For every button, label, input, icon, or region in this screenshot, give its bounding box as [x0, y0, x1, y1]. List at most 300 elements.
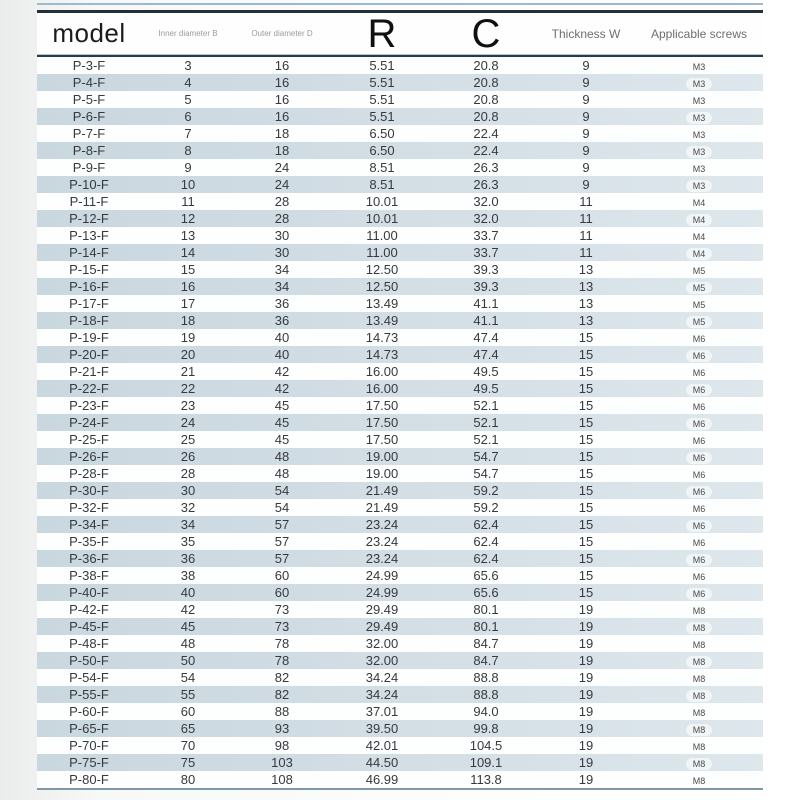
screws-cell: [635, 755, 763, 770]
r-cell: 23.24: [365, 534, 399, 549]
screws-cell: [635, 551, 763, 566]
inner-diameter-cell: 34: [180, 517, 196, 532]
screw-size-label: M5: [692, 266, 706, 276]
inner-diameter-cell: 28: [180, 466, 196, 481]
c-cell: 49.5: [473, 364, 499, 379]
screw-size-label: M8: [692, 708, 706, 718]
screw-size-label: M6: [692, 368, 706, 378]
table-row: [37, 193, 763, 210]
table-row: [37, 278, 763, 295]
outer-diameter-cell: 57: [274, 534, 290, 549]
screws-cell: [635, 670, 763, 685]
c-cell: 26.3: [473, 177, 499, 192]
c-cell: 65.6: [473, 585, 499, 600]
r-cell: 32.00: [365, 653, 399, 668]
screws-cell: [635, 585, 763, 600]
table-body: [37, 57, 763, 788]
outer-diameter-cell: 45: [274, 432, 290, 447]
r-cell: 29.49: [365, 602, 399, 617]
r-cell: 12.50: [365, 262, 399, 277]
c-cell: 54.7: [473, 449, 499, 464]
table-row: [37, 295, 763, 312]
r-cell: 46.99: [365, 772, 399, 787]
outer-diameter-cell: 45: [274, 415, 290, 430]
inner-diameter-cell: 15: [180, 262, 196, 277]
c-cell: 65.6: [473, 568, 499, 583]
thickness-cell: 11: [579, 228, 593, 243]
thickness-cell: 15: [578, 347, 594, 362]
screw-size-label: M3: [692, 62, 706, 72]
table-row: [37, 142, 763, 159]
c-cell: 59.2: [473, 500, 499, 515]
inner-diameter-cell: 14: [180, 245, 196, 260]
thickness-cell: 13: [578, 279, 594, 294]
r-cell: 42.01: [365, 738, 399, 753]
screw-size-label: M5: [686, 316, 713, 328]
outer-diameter-cell: 78: [274, 653, 290, 668]
c-cell: 39.3: [473, 262, 499, 277]
r-cell: 23.24: [365, 517, 399, 532]
outer-diameter-cell: 36: [274, 313, 290, 328]
inner-diameter-cell: 75: [180, 755, 196, 770]
outer-diameter-cell: 73: [274, 602, 290, 617]
inner-diameter-cell: 17: [180, 296, 196, 311]
inner-diameter-cell: 9: [184, 160, 192, 175]
outer-diameter-cell: 28: [274, 211, 290, 226]
c-cell: 20.8: [473, 75, 499, 90]
table-row: [37, 584, 763, 601]
inner-diameter-cell: 13: [180, 228, 196, 243]
screws-cell: [635, 296, 763, 311]
r-cell: 5.51: [369, 58, 395, 73]
r-cell: 29.49: [365, 619, 399, 634]
inner-diameter-cell: 7: [184, 126, 192, 141]
screw-size-label: M3: [686, 112, 713, 124]
table-row: [37, 210, 763, 227]
table-row: [37, 227, 763, 244]
inner-diameter-cell: 21: [180, 364, 196, 379]
r-cell: 32.00: [365, 636, 399, 651]
model-cell: P-14-F: [69, 245, 109, 260]
table-row: [37, 499, 763, 516]
c-cell: 26.3: [473, 160, 499, 175]
screws-cell: [635, 704, 763, 719]
outer-diameter-cell: 60: [274, 568, 290, 583]
table-row: [37, 567, 763, 584]
table-row: [37, 380, 763, 397]
outer-diameter-cell: 57: [274, 551, 290, 566]
inner-diameter-cell: 5: [184, 92, 192, 107]
c-cell: 94.0: [473, 704, 499, 719]
inner-diameter-cell: 4: [184, 75, 192, 90]
thickness-cell: 19: [578, 602, 594, 617]
screw-size-label: M6: [692, 504, 706, 514]
model-cell: P-6-F: [72, 109, 106, 124]
thickness-cell: 11: [579, 245, 593, 260]
screws-cell: [635, 483, 763, 498]
c-cell: 80.1: [473, 602, 499, 617]
model-cell: P-19-F: [69, 330, 109, 345]
model-cell: P-32-F: [69, 500, 109, 515]
screws-cell: [635, 160, 763, 175]
outer-diameter-cell: 108: [271, 772, 293, 787]
screw-size-label: M8: [692, 742, 706, 752]
thickness-cell: 15: [578, 432, 594, 447]
screw-size-label: M6: [692, 572, 706, 582]
thickness-cell: 13: [578, 262, 594, 277]
outer-diameter-cell: 103: [271, 755, 293, 770]
r-cell: 8.51: [369, 160, 395, 175]
thickness-cell: 15: [578, 568, 594, 583]
model-cell: P-75-F: [69, 755, 109, 770]
outer-diameter-cell: 34: [274, 279, 290, 294]
r-cell: 17.50: [365, 415, 399, 430]
screws-cell: [635, 126, 763, 141]
c-cell: 32.0: [473, 194, 499, 209]
screw-size-label: M6: [686, 418, 713, 430]
screw-size-label: M3: [692, 130, 706, 140]
r-cell: 5.51: [369, 92, 395, 107]
r-cell: 34.24: [365, 670, 399, 685]
model-cell: P-4-F: [72, 75, 106, 90]
c-cell: 20.8: [473, 58, 499, 73]
screws-cell: [635, 313, 763, 328]
r-cell: 19.00: [365, 466, 399, 481]
r-cell: 8.51: [369, 177, 395, 192]
outer-diameter-cell: 42: [274, 381, 290, 396]
c-cell: 54.7: [473, 466, 499, 481]
c-cell: 113.8: [470, 772, 502, 787]
bottom-border: [37, 788, 763, 790]
screw-size-label: M8: [692, 674, 706, 684]
table-row: [37, 431, 763, 448]
table-row: [37, 635, 763, 652]
table-header-row: [37, 13, 763, 54]
model-cell: P-70-F: [69, 738, 109, 753]
table-row: [37, 74, 763, 91]
screws-cell: [635, 619, 763, 634]
screw-size-label: M6: [692, 538, 706, 548]
model-cell: P-65-F: [69, 721, 109, 736]
table-row: [37, 465, 763, 482]
c-cell: 52.1: [473, 432, 499, 447]
thickness-cell: 11: [579, 194, 593, 209]
outer-diameter-cell: 54: [274, 500, 290, 515]
screws-cell: [635, 449, 763, 464]
model-cell: P-15-F: [69, 262, 109, 277]
screw-size-label: M6: [686, 384, 713, 396]
table-row: [37, 108, 763, 125]
screw-size-label: M8: [692, 606, 706, 616]
table-row: [37, 669, 763, 686]
screws-cell: [635, 721, 763, 736]
r-cell: 16.00: [365, 364, 399, 379]
screws-cell: [635, 364, 763, 379]
r-cell: 39.50: [365, 721, 399, 736]
screw-size-label: M8: [692, 640, 706, 650]
inner-diameter-cell: 40: [180, 585, 196, 600]
outer-diameter-cell: 30: [274, 245, 290, 260]
model-cell: P-38-F: [69, 568, 109, 583]
inner-diameter-cell: 19: [180, 330, 196, 345]
outer-diameter-cell: 40: [274, 330, 290, 345]
r-cell: 34.24: [365, 687, 399, 702]
model-cell: P-18-F: [69, 313, 109, 328]
inner-diameter-cell: 35: [180, 534, 196, 549]
screws-cell: [635, 194, 763, 209]
screw-size-label: M8: [686, 758, 713, 770]
screw-size-label: M3: [686, 146, 713, 158]
table-row: [37, 91, 763, 108]
screw-size-label: M6: [692, 436, 706, 446]
thickness-cell: 15: [578, 517, 594, 532]
outer-diameter-cell: 16: [274, 58, 290, 73]
r-cell: 37.01: [365, 704, 399, 719]
outer-diameter-cell: 45: [274, 398, 290, 413]
inner-diameter-cell: 30: [180, 483, 196, 498]
c-cell: 62.4: [473, 551, 499, 566]
inner-diameter-cell: 50: [180, 653, 196, 668]
outer-diameter-cell: 18: [274, 143, 290, 158]
inner-diameter-cell: 12: [180, 211, 196, 226]
thickness-cell: 19: [578, 721, 594, 736]
r-cell: 16.00: [365, 381, 399, 396]
r-cell: 10.01: [365, 194, 399, 209]
screws-cell: [635, 602, 763, 617]
table-row: [37, 261, 763, 278]
model-cell: P-13-F: [69, 228, 109, 243]
c-cell: 80.1: [473, 619, 499, 634]
thickness-cell: 15: [578, 330, 594, 345]
inner-diameter-cell: 23: [180, 398, 196, 413]
table-row: [37, 652, 763, 669]
inner-diameter-cell: 22: [180, 381, 196, 396]
screw-size-label: M8: [686, 690, 713, 702]
outer-diameter-cell: 30: [274, 228, 290, 243]
screws-cell: [635, 75, 763, 90]
outer-diameter-cell: 48: [274, 466, 290, 481]
model-cell: P-3-F: [72, 58, 106, 73]
model-cell: P-21-F: [69, 364, 109, 379]
outer-diameter-cell: 40: [274, 347, 290, 362]
screw-size-label: M4: [692, 198, 706, 208]
inner-diameter-cell: 25: [180, 432, 196, 447]
inner-diameter-cell: 54: [180, 670, 196, 685]
table-row: [37, 720, 763, 737]
thickness-cell: 15: [578, 466, 594, 481]
screw-size-label: M6: [686, 588, 713, 600]
model-cell: P-42-F: [69, 602, 109, 617]
outer-diameter-cell: 24: [274, 177, 290, 192]
inner-diameter-cell: 10: [180, 177, 196, 192]
table-row: [37, 329, 763, 346]
thickness-cell: 13: [578, 313, 594, 328]
r-cell: 11.00: [366, 228, 398, 243]
thickness-cell: 15: [578, 449, 594, 464]
model-cell: P-60-F: [69, 704, 109, 719]
thickness-cell: 9: [582, 58, 590, 73]
column-header-screws: Applicable screws: [650, 26, 748, 41]
outer-diameter-cell: 16: [274, 75, 290, 90]
inner-diameter-cell: 32: [180, 500, 196, 515]
c-cell: 32.0: [473, 211, 499, 226]
c-cell: 39.3: [473, 279, 499, 294]
table-row: [37, 125, 763, 142]
screws-cell: [635, 211, 763, 226]
screws-cell: [635, 177, 763, 192]
column-header-model: model: [52, 18, 126, 48]
r-cell: 13.49: [365, 313, 399, 328]
inner-diameter-cell: 65: [180, 721, 196, 736]
r-cell: 24.99: [365, 568, 399, 583]
model-cell: P-11-F: [69, 194, 109, 209]
outer-diameter-cell: 34: [274, 262, 290, 277]
outer-diameter-cell: 24: [274, 160, 290, 175]
screws-cell: [635, 772, 763, 787]
screw-size-label: M8: [686, 656, 713, 668]
screw-size-label: M6: [692, 402, 706, 412]
r-cell: 21.49: [365, 483, 399, 498]
screws-cell: [635, 568, 763, 583]
screws-cell: [635, 143, 763, 158]
thickness-cell: 15: [578, 551, 594, 566]
screw-size-label: M3: [686, 180, 713, 192]
c-cell: 99.8: [473, 721, 499, 736]
thickness-cell: 19: [578, 670, 594, 685]
c-cell: 20.8: [473, 92, 499, 107]
thickness-cell: 15: [578, 415, 594, 430]
model-cell: P-80-F: [69, 772, 109, 787]
c-cell: 62.4: [473, 517, 499, 532]
c-cell: 22.4: [473, 143, 499, 158]
outer-diameter-cell: 82: [274, 687, 290, 702]
model-cell: P-55-F: [69, 687, 109, 702]
c-cell: 52.1: [473, 415, 499, 430]
r-cell: 19.00: [365, 449, 399, 464]
outer-diameter-cell: 57: [274, 517, 290, 532]
c-cell: 33.7: [473, 228, 499, 243]
r-cell: 44.50: [365, 755, 399, 770]
inner-diameter-cell: 24: [180, 415, 196, 430]
screw-size-label: M4: [692, 232, 706, 242]
outer-diameter-cell: 16: [274, 109, 290, 124]
r-cell: 24.99: [365, 585, 399, 600]
r-cell: 6.50: [369, 126, 395, 141]
table-row: [37, 312, 763, 329]
c-cell: 109.1: [469, 755, 503, 770]
model-cell: P-20-F: [69, 347, 109, 362]
screw-size-label: M4: [686, 214, 713, 226]
table-row: [37, 346, 763, 363]
model-cell: P-40-F: [69, 585, 109, 600]
outer-diameter-cell: 54: [274, 483, 290, 498]
screws-cell: [635, 262, 763, 277]
inner-diameter-cell: 45: [180, 619, 196, 634]
inner-diameter-cell: 55: [180, 687, 196, 702]
r-cell: 23.24: [365, 551, 399, 566]
thickness-cell: 11: [579, 211, 593, 226]
table-row: [37, 516, 763, 533]
model-cell: P-7-F: [72, 126, 106, 141]
column-header-c: C: [471, 13, 501, 54]
outer-diameter-cell: 98: [274, 738, 290, 753]
thickness-cell: 15: [578, 500, 594, 515]
model-cell: P-28-F: [69, 466, 109, 481]
r-cell: 5.51: [369, 75, 395, 90]
table-row: [37, 159, 763, 176]
model-cell: P-30-F: [69, 483, 109, 498]
table-row: [37, 176, 763, 193]
thickness-cell: 15: [578, 398, 594, 413]
model-cell: P-36-F: [69, 551, 109, 566]
r-cell: 14.73: [365, 330, 399, 345]
column-header-outer-diameter: Outer diameter D: [251, 29, 313, 38]
model-cell: P-26-F: [69, 449, 109, 464]
table-row: [37, 771, 763, 788]
inner-diameter-cell: 36: [180, 551, 196, 566]
outer-diameter-cell: 93: [274, 721, 290, 736]
thickness-cell: 19: [578, 619, 594, 634]
table-row: [37, 686, 763, 703]
screws-cell: [635, 58, 763, 73]
table-row: [37, 414, 763, 431]
screws-cell: [635, 109, 763, 124]
screw-size-label: M3: [692, 164, 706, 174]
screw-size-label: M5: [686, 282, 713, 294]
r-cell: 13.49: [365, 296, 399, 311]
inner-diameter-cell: 18: [180, 313, 196, 328]
screw-size-label: M8: [686, 724, 713, 736]
table-row: [37, 703, 763, 720]
thickness-cell: 9: [582, 126, 590, 141]
outer-diameter-cell: 42: [274, 364, 290, 379]
table-row: [37, 448, 763, 465]
screw-size-label: M8: [686, 622, 713, 634]
thickness-cell: 19: [578, 687, 594, 702]
c-cell: 104.5: [469, 738, 503, 753]
table-row: [37, 482, 763, 499]
c-cell: 47.4: [473, 330, 499, 345]
inner-diameter-cell: 60: [180, 704, 196, 719]
screw-size-label: M8: [692, 776, 706, 786]
screws-cell: [635, 279, 763, 294]
outer-diameter-cell: 82: [274, 670, 290, 685]
c-cell: 41.1: [473, 296, 499, 311]
model-cell: P-17-F: [69, 296, 109, 311]
model-cell: P-23-F: [69, 398, 109, 413]
column-header-inner-diameter: Inner diameter B: [158, 29, 218, 38]
inner-diameter-cell: 70: [180, 738, 196, 753]
table-row: [37, 244, 763, 261]
model-cell: P-45-F: [69, 619, 109, 634]
thickness-cell: 19: [578, 772, 594, 787]
c-cell: 33.7: [473, 245, 499, 260]
thickness-cell: 19: [578, 653, 594, 668]
r-cell: 17.50: [365, 432, 399, 447]
inner-diameter-cell: 80: [180, 772, 196, 787]
inner-diameter-cell: 48: [180, 636, 196, 651]
flange-spec-table: [37, 0, 763, 790]
screw-size-label: M6: [686, 452, 713, 464]
inner-diameter-cell: 20: [180, 347, 196, 362]
inner-diameter-cell: 11: [181, 194, 195, 209]
c-cell: 20.8: [473, 109, 499, 124]
thickness-cell: 9: [582, 75, 590, 90]
thickness-cell: 9: [582, 143, 590, 158]
model-cell: P-35-F: [69, 534, 109, 549]
r-cell: 17.50: [365, 398, 399, 413]
r-cell: 12.50: [365, 279, 399, 294]
